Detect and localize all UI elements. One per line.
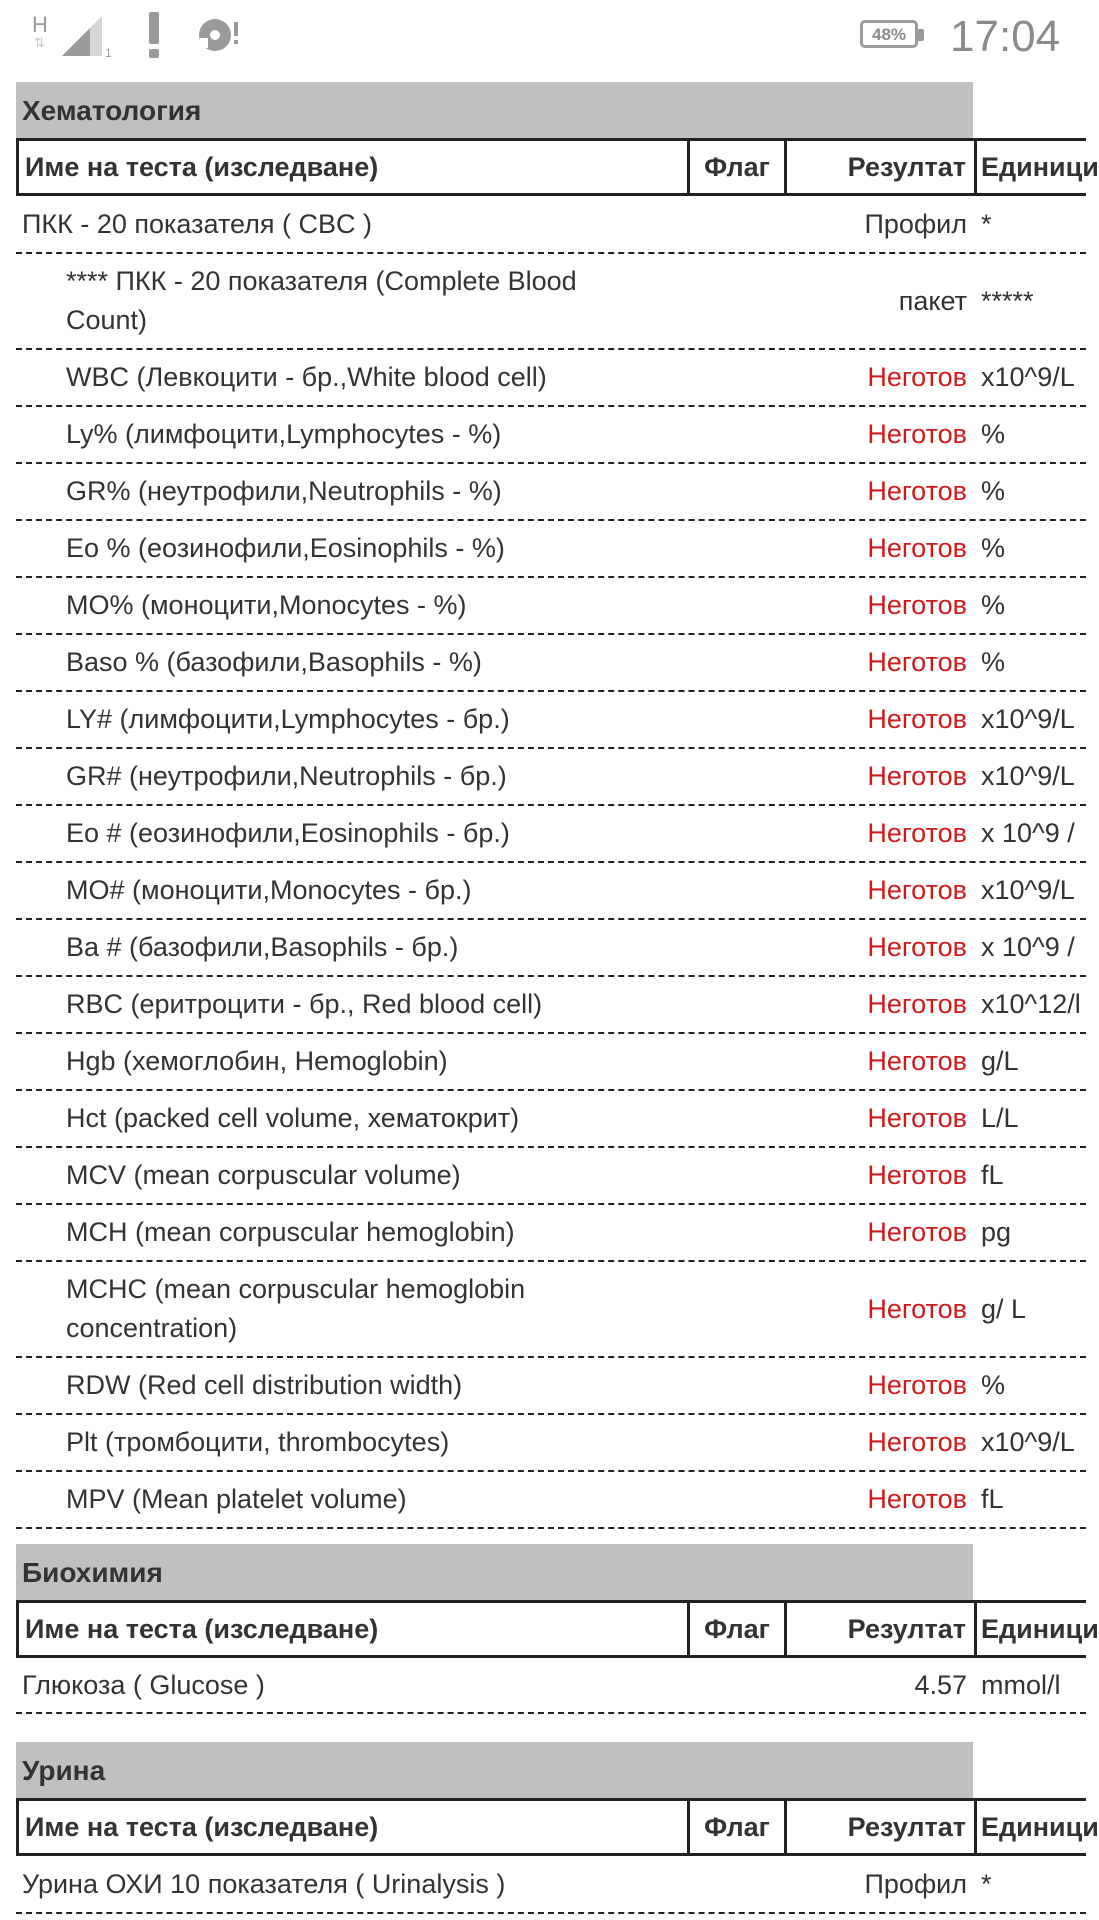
section-title-hematology: Хематология — [16, 82, 973, 138]
test-name: WBC (Левкоцити - бр.,White blood cell) — [66, 362, 547, 392]
section-title-biochemistry: Биохимия — [16, 1544, 973, 1600]
test-unit: % — [981, 647, 1006, 677]
test-result: Профил — [864, 1869, 967, 1899]
table-row[interactable] — [16, 806, 1086, 863]
test-unit: g/ L — [981, 1294, 1027, 1324]
table-row[interactable] — [16, 635, 1086, 692]
test-name: LY# (лимфоцити,Lymphocytes - бр.) — [66, 704, 510, 734]
table-row[interactable] — [16, 1262, 1086, 1358]
test-name: Hgb (хемоглобин, Hemoglobin) — [66, 1046, 448, 1076]
column-header-name: Име на теста (изследване) — [16, 141, 687, 193]
table-row[interactable] — [16, 350, 1086, 407]
test-result: Неготов — [867, 1046, 967, 1076]
test-unit: * — [981, 1869, 992, 1899]
test-name: Eo # (еозинофили,Eosinophils - бр.) — [66, 818, 510, 848]
test-unit: % — [981, 590, 1006, 620]
test-unit: x10^9/L — [981, 761, 1075, 791]
test-result: Неготов — [867, 1294, 967, 1324]
table-row[interactable] — [16, 578, 1086, 635]
column-header-flag: Флаг — [687, 141, 784, 193]
column-header-name: Име на теста (изследване) — [16, 1603, 687, 1655]
test-unit: ***** — [981, 286, 1034, 316]
clock: 17:04 — [950, 12, 1061, 61]
alert-icon — [146, 12, 162, 58]
table-row[interactable] — [16, 407, 1086, 464]
table-row[interactable] — [16, 1034, 1086, 1091]
column-header-result: Резултат — [784, 1603, 977, 1655]
table-row[interactable] — [16, 749, 1086, 806]
test-unit: x10^9/L — [981, 1427, 1075, 1457]
test-name: RBC (еритроцити - бр., Red blood cell) — [66, 989, 543, 1019]
test-unit: * — [981, 209, 992, 239]
test-unit: g/L — [981, 1046, 1019, 1076]
test-result: Неготов — [867, 476, 967, 506]
status-bar — [0, 0, 1080, 74]
sd-card-alert-icon — [196, 16, 246, 54]
table-row[interactable] — [16, 1091, 1086, 1148]
test-result: Неготов — [867, 875, 967, 905]
data-arrows-icon: ⇅ — [34, 35, 46, 50]
table-row[interactable] — [16, 1658, 1086, 1714]
table-row[interactable] — [16, 920, 1086, 977]
test-result: Неготов — [867, 1160, 967, 1190]
column-header-result: Резултат — [784, 141, 977, 193]
table-row[interactable] — [16, 1856, 1086, 1914]
table-row[interactable] — [16, 196, 1086, 254]
test-name: Урина ОХИ 10 показателя ( Urinalysis ) — [22, 1869, 506, 1899]
test-result: Неготов — [867, 533, 967, 563]
test-result: пакет — [898, 286, 967, 316]
test-unit: % — [981, 419, 1006, 449]
table-header-hematology — [16, 138, 1099, 196]
test-result: Неготов — [867, 761, 967, 791]
table-row[interactable] — [16, 1205, 1086, 1262]
test-unit: x10^9/L — [981, 704, 1075, 734]
test-name: Ly% (лимфоцити,Lymphocytes - %) — [66, 419, 502, 449]
sim-slot-label: 1 — [105, 46, 112, 60]
test-unit: % — [981, 533, 1006, 563]
network-type-icon — [28, 14, 52, 58]
signal-strength-icon — [60, 14, 114, 58]
table-row[interactable] — [16, 692, 1086, 749]
column-header-units: Единици — [981, 1614, 1099, 1644]
test-result: Профил — [864, 209, 967, 239]
test-result: Неготов — [867, 1217, 967, 1247]
table-row[interactable] — [16, 1472, 1086, 1529]
test-name: Eo % (еозинофили,Eosinophils - %) — [66, 533, 505, 563]
test-name: MCHC (mean corpuscular hemoglobin concentration) — [66, 1274, 526, 1343]
test-result: Неготов — [867, 1103, 967, 1133]
test-name: Baso % (базофили,Basophils - %) — [66, 647, 482, 677]
table-row[interactable] — [16, 1358, 1086, 1415]
table-row[interactable] — [16, 863, 1086, 920]
table-row[interactable] — [16, 521, 1086, 578]
section-title-urine: Урина — [16, 1742, 973, 1798]
column-header-result: Резултат — [784, 1801, 977, 1853]
test-result: Неготов — [867, 419, 967, 449]
test-unit: pg — [981, 1217, 1012, 1247]
table-row[interactable] — [16, 254, 1086, 350]
test-result: 4.57 — [914, 1670, 967, 1700]
column-header-name: Име на теста (изследване) — [16, 1801, 687, 1853]
test-name: Plt (тромбоцити, thrombocytes) — [66, 1427, 450, 1457]
test-result: Неготов — [867, 1484, 967, 1514]
network-type-label: H — [32, 12, 48, 37]
test-name: **** ПКК - 20 показателя (Complete Blood Count) — [66, 266, 577, 335]
table-row[interactable] — [16, 977, 1086, 1034]
battery-level: 48% — [871, 25, 907, 44]
test-name: MO# (моноцити,Monocytes - бр.) — [66, 875, 472, 905]
column-header-flag: Флаг — [687, 1801, 784, 1853]
test-unit: mmol/l — [981, 1670, 1061, 1700]
test-result: Неготов — [867, 818, 967, 848]
test-unit: % — [981, 1370, 1006, 1400]
test-name: MCH (mean corpuscular hemoglobin) — [66, 1217, 515, 1247]
test-name: Hct (packed cell volume, хематокрит) — [66, 1103, 520, 1133]
column-header-units: Единици — [981, 152, 1099, 182]
test-name: MO% (моноцити,Monocytes - %) — [66, 590, 467, 620]
test-name: GR# (неутрофили,Neutrophils - бр.) — [66, 761, 507, 791]
table-row[interactable] — [16, 1415, 1086, 1472]
test-unit: x10^12/l — [981, 989, 1081, 1019]
table-row[interactable] — [16, 464, 1086, 521]
table-row[interactable] — [16, 1148, 1086, 1205]
table-header-biochemistry — [16, 1600, 1099, 1658]
test-name: MPV (Mean platelet volume) — [66, 1484, 407, 1514]
test-unit: x 10^9 / — [981, 932, 1075, 962]
column-header-units: Единици — [981, 1812, 1099, 1842]
test-name: Ba # (базофили,Basophils - бр.) — [66, 932, 459, 962]
test-name: Глюкоза ( Glucose ) — [22, 1670, 265, 1700]
test-result: Неготов — [867, 647, 967, 677]
test-unit: fL — [981, 1160, 1004, 1190]
test-result: Неготов — [867, 590, 967, 620]
test-unit: x10^9/L — [981, 875, 1075, 905]
test-name: ПКК - 20 показателя ( CBC ) — [22, 209, 372, 239]
column-header-flag: Флаг — [687, 1603, 784, 1655]
test-unit: L/L — [981, 1103, 1019, 1133]
test-result: Неготов — [867, 704, 967, 734]
test-result: Неготов — [867, 1427, 967, 1457]
test-name: MCV (mean corpuscular volume) — [66, 1160, 461, 1190]
test-name: RDW (Red cell distribution width) — [66, 1370, 463, 1400]
test-result: Неготов — [867, 989, 967, 1019]
test-unit: % — [981, 476, 1006, 506]
test-result: Неготов — [867, 1370, 967, 1400]
test-unit: x 10^9 / — [981, 818, 1075, 848]
test-name: GR% (неутрофили,Neutrophils - %) — [66, 476, 502, 506]
test-result: Неготов — [867, 932, 967, 962]
test-unit: x10^9/L — [981, 362, 1075, 392]
table-header-urine — [16, 1798, 1099, 1856]
test-unit: fL — [981, 1484, 1004, 1514]
battery-icon — [860, 18, 928, 54]
test-result: Неготов — [867, 362, 967, 392]
